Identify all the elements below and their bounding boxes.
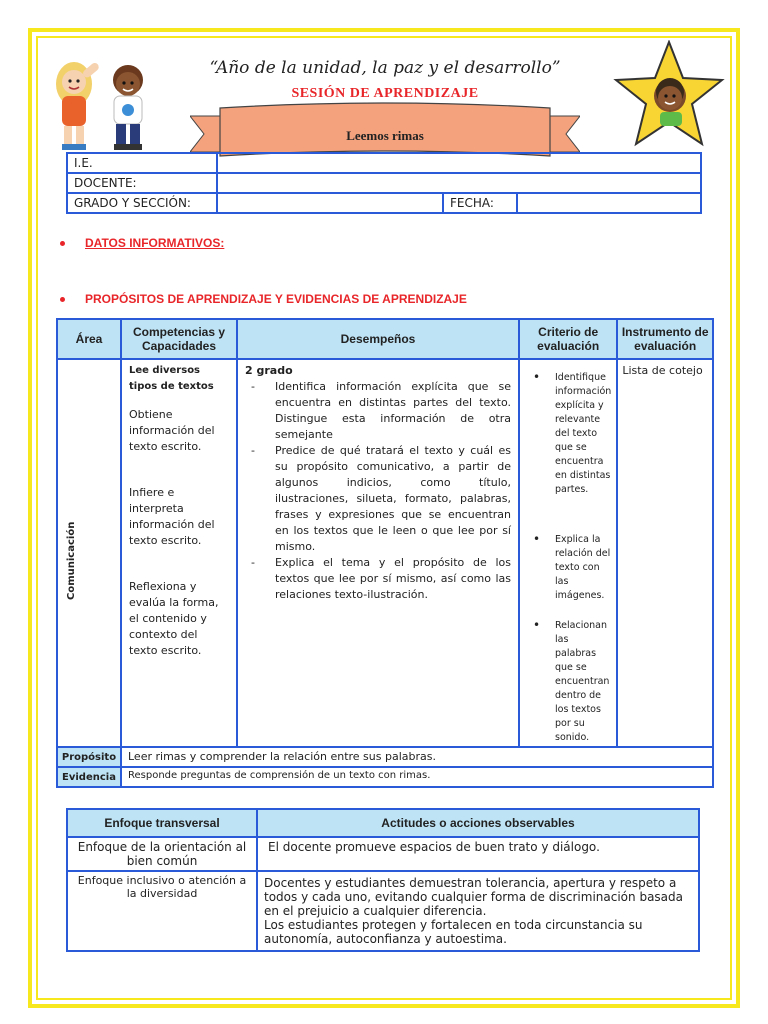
docente-value[interactable]: [217, 173, 701, 193]
children-illustration: [40, 54, 168, 154]
info-table: [66, 152, 702, 214]
evidencia-text: Responde preguntas de comprensión de un texto con rimas.: [121, 767, 713, 787]
desempeno-item: - Explica el tema y el propósito de los textos que lee por sí mismo, así como las relaciones texto-ilustración.: [245, 555, 511, 603]
header-instrumento: Instrumento de evaluación: [617, 319, 713, 359]
enfoque-actitud: Los estudiantes protegen y fortalecen en toda circunstancia su autonomía, autoconfianza y autoestima.: [264, 918, 643, 946]
fecha-value[interactable]: [517, 193, 701, 213]
enfoque-actitud: Docentes y estudiantes demuestran tolerancia, apertura y respeto a todos y cada uno, evitando cualquier forma de discriminación basada en el prejuicio a cualquier diferencia.: [264, 876, 683, 918]
enfoque-name: Enfoque de la orientación al bien común: [67, 837, 257, 871]
section-datos: DATOS INFORMATIVOS:: [60, 236, 224, 250]
header-actitudes: Actitudes o acciones observables: [257, 809, 699, 837]
criterio-item: • Explica la relación del texto con las imágenes.: [525, 533, 611, 603]
desempeno-item: - Predice de qué tratará el texto y cuál es su propósito comunicativo, a partir de algunos indicios, como título, ilustraciones, silueta, formato, palabras, frases y expresiones que se encuentran en los textos que le leen o que lee por sí mismo.: [245, 443, 511, 555]
docente-label: DOCENTE:: [67, 173, 217, 193]
criterio-item: • Relacionan las palabras que se encuentran dentro de los textos por su sonido.: [525, 619, 611, 745]
desempeno-item: - Identifica información explícita que se encuentra en distintas partes del texto. Distingue esta información de otra semejante: [245, 379, 511, 443]
competencia-title: Lee diversos tipos de textos: [129, 365, 214, 392]
year-motto: “Año de la unidad, la paz y el desarrollo”: [209, 58, 561, 78]
header-criterio: Criterio de evaluación: [519, 319, 617, 359]
criterio-item: • Identifique información explícita y relevante del texto que se encuentra en distintas partes.: [525, 371, 611, 497]
header-area: Área: [57, 319, 121, 359]
competencias-cell: [121, 359, 237, 747]
evidencia-label: Evidencia: [57, 767, 121, 787]
grado-label: 2 grado: [245, 364, 293, 377]
star-character-illustration: [612, 40, 726, 148]
enfoque-table: [66, 808, 700, 952]
enfoque-actitud: El docente promueve espacios de buen trato y diálogo.: [257, 837, 699, 871]
bullet-icon: [60, 241, 65, 246]
header-competencias: Competencias y Capacidades: [121, 319, 237, 359]
capacidad-item: Obtiene información del texto escrito.: [129, 408, 215, 453]
section-propositos: PROPÓSITOS DE APRENDIZAJE Y EVIDENCIAS DE APRENDIZAJE: [60, 292, 467, 306]
header-desempenos: Desempeños: [237, 319, 519, 359]
fecha-label: FECHA:: [443, 193, 517, 213]
capacidad-item: Infiere e interpreta información del texto escrito.: [129, 486, 215, 547]
proposito-text: Leer rimas y comprender la relación entre sus palabras.: [121, 747, 713, 767]
enfoque-name: Enfoque inclusivo o atención a la diversidad: [67, 871, 257, 951]
area-cell: [57, 359, 121, 747]
capacidad-item: Reflexiona y evalúa la forma, el contenido y contexto del texto escrito.: [129, 580, 219, 657]
desempenos-cell: [237, 359, 519, 747]
enfoque-actitudes-cell: [257, 871, 699, 951]
competencias-table: [56, 318, 714, 788]
bullet-icon: [60, 297, 65, 302]
session-title: SESIÓN DE APRENDIZAJE: [291, 86, 479, 101]
ie-label: I.E.: [67, 153, 217, 173]
grado-label: GRADO Y SECCIÓN:: [67, 193, 217, 213]
instrumento-cell: Lista de cotejo: [617, 359, 713, 747]
header-enfoque: Enfoque transversal: [67, 809, 257, 837]
ie-value[interactable]: [217, 153, 701, 173]
grado-value[interactable]: [217, 193, 443, 213]
lesson-title: Leemos rimas: [346, 128, 424, 143]
criterio-cell: [519, 359, 617, 747]
area-label: Comunicación: [66, 521, 77, 600]
proposito-label: Propósito: [57, 747, 121, 767]
